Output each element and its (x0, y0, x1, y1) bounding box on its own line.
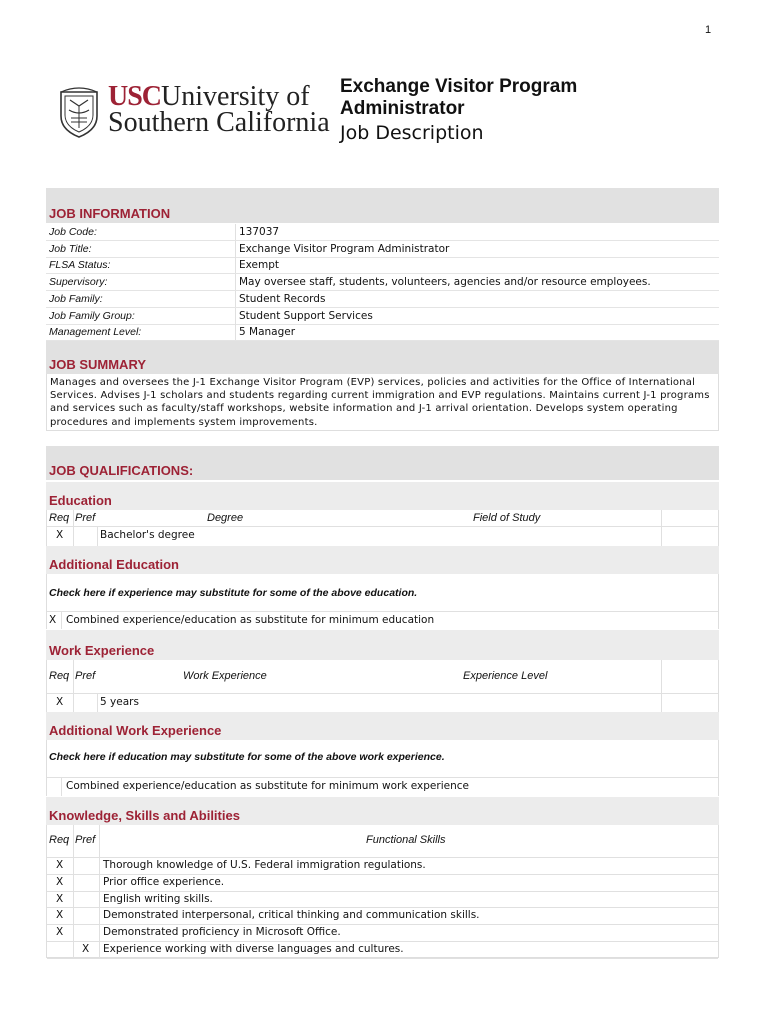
job-info-value: 137037 (239, 226, 280, 238)
ksa-heading: Knowledge, Skills and Abilities (49, 808, 240, 823)
ksa-row-skill: English writing skills. (103, 892, 213, 905)
education-row-req: X (56, 529, 64, 541)
job-info-row (46, 291, 719, 308)
additional-work-experience-table (46, 740, 719, 796)
ksa-row-req: X (56, 909, 64, 922)
ksa-row-req: X (56, 892, 64, 905)
ksa-row-skill: Prior office experience. (103, 875, 225, 888)
ksa-row-pref: X (82, 943, 90, 955)
job-summary-heading: JOB SUMMARY (49, 357, 147, 372)
job-info-label: Job Family Group: (49, 309, 135, 322)
education-row-degree: Bachelor's degree (100, 529, 195, 541)
job-info-label: FLSA Status: (49, 259, 111, 272)
job-info-row (46, 257, 719, 274)
additional-work-experience-band (46, 712, 719, 740)
work-row-req: X (56, 696, 64, 708)
education-heading: Education (49, 493, 112, 508)
job-info-value: Student Support Services (239, 309, 373, 322)
job-info-label: Job Title: (49, 242, 92, 255)
education-degree-header: Degree (207, 512, 244, 524)
work-experience-band (46, 630, 719, 660)
job-summary-text: Manages and oversees the J-1 Exchange Visitor Program (EVP) services, policies and activities for the Office of International Services. Advises J-1 scholars and students regarding current immigration and EVP regulations. Maintains current J-1 programs and services such as faculty/staff workshops, website information and J-1 arrival orientation. Develops system operating procedures and implements system improvements. (46, 374, 719, 431)
ksa-table (46, 825, 719, 958)
job-information-band (46, 188, 719, 223)
ksa-req-header: Req (49, 834, 70, 846)
job-qualifications-heading: JOB QUALIFICATIONS: (49, 463, 194, 478)
additional-education-checkbox[interactable]: X (49, 614, 57, 626)
job-info-row (46, 308, 719, 325)
logo-usc: USC (108, 81, 162, 112)
ksa-row-req: X (56, 875, 64, 888)
work-req-header: Req (49, 670, 70, 682)
additional-education-table (46, 574, 719, 629)
work-experience-table (46, 660, 719, 712)
education-req-header: Req (49, 512, 70, 524)
ksa-pref-header: Pref (75, 834, 96, 846)
work-pref-header: Pref (75, 670, 96, 682)
ksa-row-skill: Thorough knowledge of U.S. Federal immigration regulations. (103, 859, 426, 871)
job-info-label: Job Family: (49, 292, 103, 305)
ksa-row-skill: Demonstrated interpersonal, critical thinking and communication skills. (103, 909, 480, 922)
additional-work-check-text: Check here if education may substitute for some of the above work experience. (49, 751, 445, 763)
education-field-header: Field of Study (473, 512, 541, 524)
job-info-value: May oversee staff, students, volunteers, agencies and/or resource employees. (239, 276, 651, 289)
job-info-value: 5 Manager (239, 326, 296, 339)
additional-education-row: Combined experience/education as substitute for minimum education (66, 614, 435, 626)
usc-seal-icon (58, 86, 100, 138)
ksa-row-skill: Experience working with diverse languages and cultures. (103, 943, 404, 955)
ksa-row-req: X (56, 926, 64, 939)
education-pref-header: Pref (75, 512, 96, 524)
job-info-row (46, 274, 719, 291)
usc-logo (58, 82, 330, 144)
page-number: 1 (705, 24, 712, 36)
additional-work-experience-heading: Additional Work Experience (49, 723, 222, 738)
job-summary-band (46, 341, 719, 374)
job-qualifications-band (46, 446, 719, 480)
ksa-row-skill: Demonstrated proficiency in Microsoft Office. (103, 926, 341, 939)
job-info-row (46, 241, 719, 258)
document-subtitle: Job Description (340, 122, 484, 144)
education-band (46, 482, 719, 510)
work-row-experience: 5 years (100, 696, 139, 708)
additional-education-check-text: Check here if experience may substitute for some of the above education. (49, 587, 418, 599)
additional-education-heading: Additional Education (49, 557, 179, 572)
ksa-row-req: X (56, 859, 64, 871)
logo-line-2: Southern California (108, 107, 330, 138)
ksa-band (46, 797, 719, 825)
additional-work-row: Combined experience/education as substitute for minimum work experience (66, 780, 469, 792)
additional-education-band (46, 546, 719, 574)
job-information-heading: JOB INFORMATION (49, 206, 171, 221)
job-info-label: Job Code: (49, 226, 97, 238)
logo-line1-rest: University of (161, 81, 310, 112)
ksa-skills-header: Functional Skills (366, 834, 446, 846)
job-info-value: Exempt (239, 259, 279, 272)
job-info-row (46, 224, 719, 241)
work-experience-header: Work Experience (183, 670, 267, 682)
job-info-label: Management Level: (49, 326, 142, 339)
job-info-value: Exchange Visitor Program Administrator (239, 242, 450, 255)
document-title: Exchange Visitor Program Administrator (340, 76, 578, 119)
job-info-row (46, 324, 719, 341)
education-table (46, 510, 719, 546)
job-info-value: Student Records (239, 292, 326, 305)
work-experience-heading: Work Experience (49, 643, 155, 658)
work-level-header: Experience Level (463, 670, 548, 682)
job-info-label: Supervisory: (49, 276, 108, 289)
